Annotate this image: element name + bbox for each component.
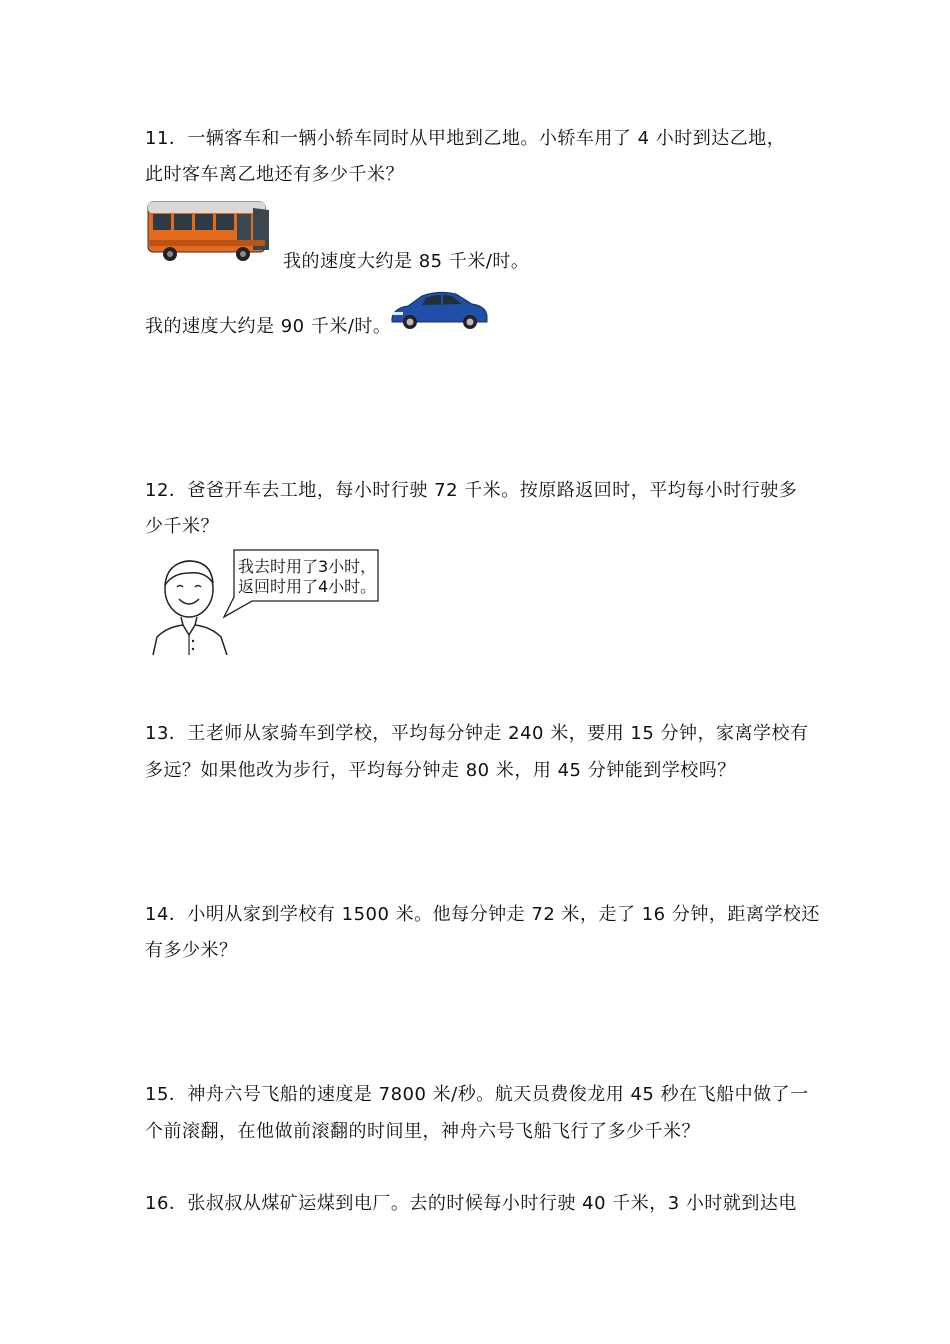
q12-line-2: 少千米？ — [145, 516, 219, 537]
car-caption: 我的速度大约是 90 千米/时。 — [145, 316, 392, 337]
bubble-line-1: 我去时用了3小时， — [238, 557, 377, 576]
bubble-line-2: 返回时用了4小时。 — [238, 577, 377, 596]
q13-line-1: 13．王老师从家骑车到学校，平均每分钟走 240 米，要用 15 分钟，家离学校有 — [145, 723, 809, 744]
bus-caption: 我的速度大约是 85 千米/时。 — [283, 251, 530, 272]
q11-line-1: 11．一辆客车和一辆小轿车同时从甲地到乙地。小轿车用了 4 小时到达乙地， — [145, 128, 786, 149]
q13-line-2: 多远？如果他改为步行，平均每分钟走 80 米，用 45 分钟能到学校吗？ — [145, 760, 736, 781]
q15-line-1: 15．神舟六号飞船的速度是 7800 米/秒。航天员费俊龙用 45 秒在飞船中做了一 — [145, 1084, 809, 1105]
q15-line-2: 个前滚翻，在他做前滚翻的时间里，神舟六号飞船飞行了多少千米？ — [145, 1121, 700, 1142]
q14-line-2: 有多少米？ — [145, 940, 238, 961]
car-image — [388, 286, 490, 332]
q14-line-1: 14．小明从家到学校有 1500 米。他每分钟走 72 米，走了 16 分钟，距离学校还 — [145, 904, 820, 925]
q16-line-1: 16．张叔叔从煤矿运煤到电厂。去的时候每小时行驶 40 千米，3 小时就到达电 — [145, 1193, 797, 1214]
q11-line-2: 此时客车离乙地还有多少千米？ — [145, 164, 404, 185]
bus-image — [145, 196, 275, 266]
q12-line-1: 12．爸爸开车去工地，每小时行驶 72 千米。按原路返回时，平均每小时行驶多 — [145, 480, 798, 501]
